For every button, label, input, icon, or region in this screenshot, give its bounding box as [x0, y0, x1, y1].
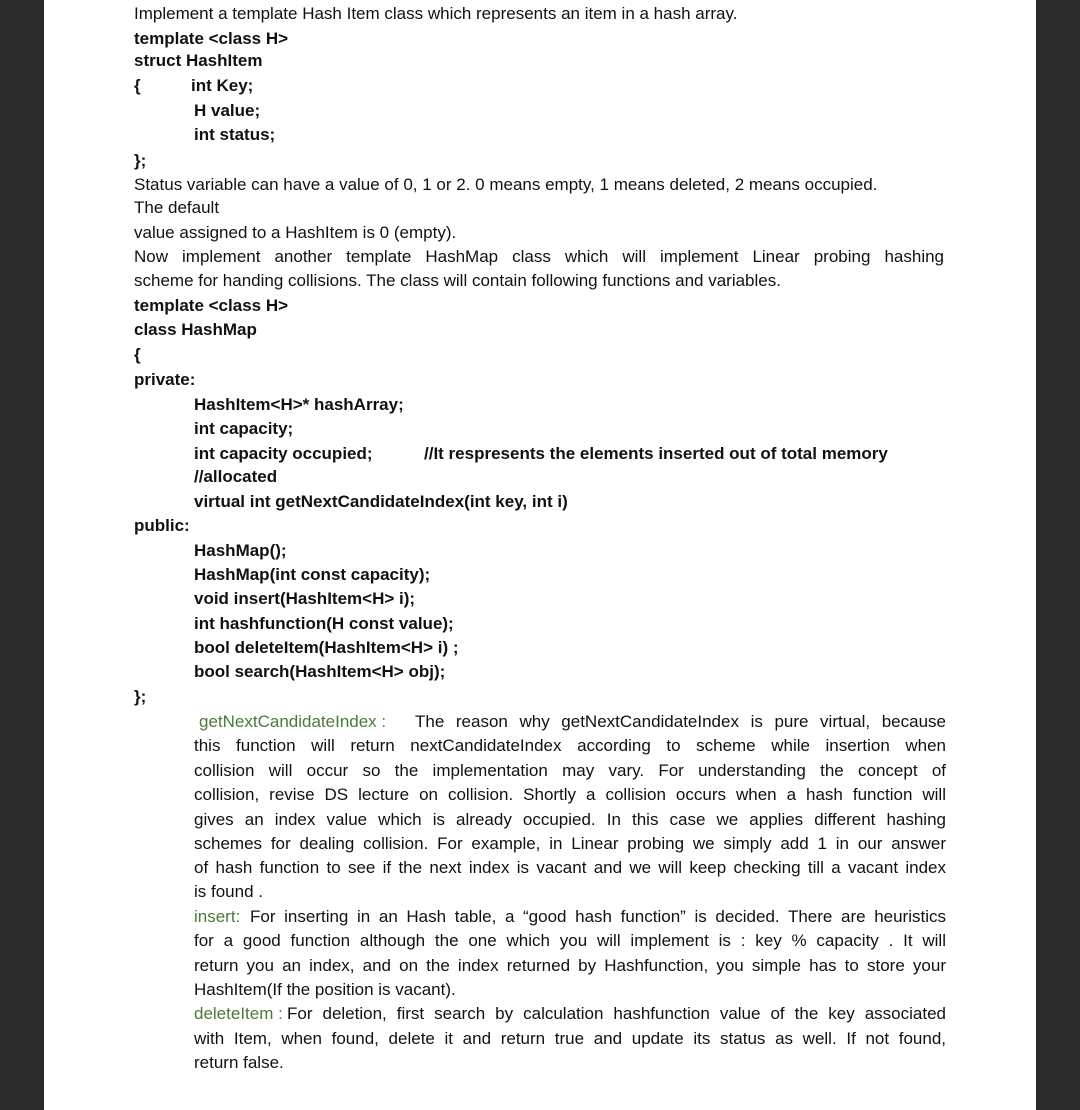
- code-brace-open: {: [134, 76, 141, 95]
- desc-next-line: of hash function to see if the next index is vacant and we will keep checking till a vacant index: [194, 858, 946, 877]
- private-member-capacity: int capacity;: [194, 419, 294, 438]
- occupied-comment-continued: //allocated: [194, 467, 278, 486]
- term-insert: insert:: [194, 907, 241, 926]
- public-member-search: bool search(HashItem<H> obj);: [194, 662, 446, 681]
- code2-template-line: template <class H>: [134, 296, 289, 315]
- desc-delete-line: return false.: [194, 1053, 284, 1072]
- code-field-key: int Key;: [191, 76, 254, 95]
- status-para-line1: Status variable can have a value of 0, 1 or 2. 0 means empty, 1 means deleted, 2 means occupied.: [134, 175, 878, 194]
- code-brace-close: };: [134, 151, 147, 170]
- code-template-line: template <class H>: [134, 29, 289, 48]
- hashmap-para-line1: Now implement another template HashMap class which will implement Linear probing hashing: [134, 247, 944, 266]
- private-member-hasharray: HashItem<H>* hashArray;: [194, 395, 404, 414]
- public-member-hashfunction: int hashfunction(H const value);: [194, 614, 454, 633]
- code-field-status: int status;: [194, 125, 276, 144]
- desc-next-line: is found .: [194, 882, 263, 901]
- desc-next-line: this function will return nextCandidateIndex according to scheme while insertion when: [194, 736, 946, 755]
- code-field-value: H value;: [194, 101, 261, 120]
- viewer-left-margin: [0, 0, 44, 1110]
- hashmap-para-line2: scheme for handing collisions. The class will contain following functions and variables.: [134, 271, 781, 290]
- code-struct-line: struct HashItem: [134, 51, 263, 70]
- public-member-ctor: HashMap();: [194, 541, 287, 560]
- viewer-right-margin: [1036, 0, 1080, 1110]
- private-member-occupied: int capacity occupied;: [194, 444, 373, 463]
- code2-brace-close: };: [134, 687, 147, 706]
- public-label: public:: [134, 516, 190, 535]
- document-page: [44, 0, 1036, 1110]
- desc-delete-line: For deletion, first search by calculation hashfunction value of the key associated: [287, 1004, 946, 1023]
- private-label: private:: [134, 370, 196, 389]
- desc-insert-line: For inserting in an Hash table, a “good hash function” is decided. There are heuristics: [250, 907, 946, 926]
- public-member-ctor-capacity: HashMap(int const capacity);: [194, 565, 431, 584]
- public-member-delete: bool deleteItem(HashItem<H> i) ;: [194, 638, 459, 657]
- desc-next-line: The reason why getNextCandidateIndex is pure virtual, because: [415, 712, 946, 731]
- private-member-virtual: virtual int getNextCandidateIndex(int key, int i): [194, 492, 568, 511]
- term-getnextcandidateindex: getNextCandidateIndex :: [199, 712, 387, 731]
- code2-brace-open: {: [134, 345, 141, 364]
- desc-next-line: schemes for dealing collision. For example, in Linear probing we simply add 1 in our answer: [194, 834, 946, 853]
- status-para-line2: The default: [134, 198, 220, 217]
- desc-next-line: collision will occur so the implementation may vary. For understanding the concept of: [194, 761, 946, 780]
- desc-next-line: gives an index value which is already occupied. In this case we applies different hashing: [194, 810, 946, 829]
- status-para-line3: value assigned to a HashItem is 0 (empty).: [134, 223, 457, 242]
- desc-insert-line: for a good function although the one which you will implement is : key % capacity . It will: [194, 931, 946, 950]
- occupied-comment: //It respresents the elements inserted out of total memory: [424, 444, 888, 463]
- desc-insert-line: HashItem(If the position is vacant).: [194, 980, 456, 999]
- term-deleteitem: deleteItem :: [194, 1004, 283, 1023]
- code2-class-line: class HashMap: [134, 320, 257, 339]
- desc-delete-line: with Item, when found, delete it and return true and update its status as well. If not found,: [194, 1029, 946, 1048]
- intro-text: Implement a template Hash Item class which represents an item in a hash array.: [134, 4, 738, 23]
- desc-next-line: collision, revise DS lecture on collision. Shortly a collision occurs when a hash function will: [194, 785, 946, 804]
- desc-insert-line: return you an index, and on the index returned by Hashfunction, you simple has to store your: [194, 956, 946, 975]
- public-member-insert: void insert(HashItem<H> i);: [194, 589, 416, 608]
